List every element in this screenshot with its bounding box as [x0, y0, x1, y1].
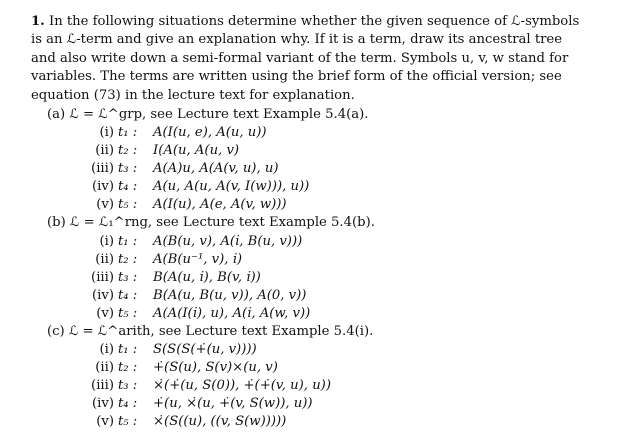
item-label: (v): [96, 197, 114, 212]
term-expression: A(A(I(i̇), u), A(i̇, A(w, v)): [153, 306, 311, 321]
term-name: t₄ :: [118, 288, 138, 303]
part-c-item-5: [0, 413, 629, 431]
item-label: (v): [96, 306, 114, 321]
term-expression: S(S(S(+̇(u, v)))): [153, 342, 257, 357]
intro-line-3: and also write down a semi-formal variant of the term. Symbols u, v, w stand for: [31, 50, 569, 66]
part-c-item-4: [0, 395, 629, 413]
term-expression: A(A)u, A(A(v, u), u): [153, 161, 279, 176]
term-name: t₃ :: [118, 270, 138, 285]
term-name: t₃ :: [118, 161, 138, 176]
term-name: t₂ :: [118, 360, 138, 375]
term-name: t₅ :: [118, 306, 138, 321]
term-name: t₅ :: [118, 414, 138, 429]
part-a-item-5: [0, 196, 629, 214]
item-label: (ii): [95, 360, 114, 375]
intro-line-5: equation (73) in the lecture text for explanation.: [31, 87, 355, 103]
term-expression: ×̇(+̇(u, S(0)), +̇(+̇(v, u), u)): [153, 378, 331, 393]
term-name: t₁ :: [118, 125, 138, 140]
part-b-item-1: [0, 233, 629, 251]
part-c-item-1: [0, 341, 629, 359]
term-expression: ×̇(S((u), ((v, S(w))))): [153, 414, 287, 429]
term-expression: I(A(u, A(u, v): [153, 143, 240, 158]
part-a-item-1: [0, 124, 629, 142]
item-label: (iv): [92, 179, 114, 194]
term-name: t₁ :: [118, 234, 138, 249]
term-expression: A(B(u, v), A(i̇, B(u, v))): [153, 234, 303, 249]
item-label: (i): [99, 234, 114, 249]
term-name: t₃ :: [118, 378, 138, 393]
exercise-number: 1.: [31, 14, 45, 29]
part-b-item-5: [0, 305, 629, 323]
term-expression: A(B(u⁻¹, v), i̇): [153, 252, 242, 267]
intro-line-1: 1. In the following situations determine whether the given sequence of ℒ-symbols: [31, 14, 580, 29]
part-b-item-2: [0, 251, 629, 269]
term-name: t₁ :: [118, 342, 138, 357]
intro-line-2: is an ℒ-term and give an explanation why. If it is a term, draw its ancestral tree: [31, 32, 563, 48]
item-label: (iii): [91, 270, 114, 285]
part-c-heading: (c) ℒ = ℒ^arith, see Lecture text Example 5.4(i).: [47, 324, 374, 339]
item-label: (v): [96, 414, 114, 429]
exercise-intro: [31, 13, 591, 105]
term-expression: A(u, A(u, A(v, I(w))), u)): [153, 179, 310, 194]
part-b-item-3: [0, 269, 629, 287]
part-a-item-4: [0, 178, 629, 196]
part-b-heading: (b) ℒ = ℒ₁^rng, see Lecture text Example 5.4(b).: [47, 215, 375, 230]
item-label: (iii): [91, 161, 114, 176]
part-b-item-4: [0, 287, 629, 305]
part-a-item-2: [0, 142, 629, 160]
item-label: (iv): [92, 396, 114, 411]
part-c-item-2: [0, 359, 629, 377]
term-name: t₂ :: [118, 143, 138, 158]
part-c-item-3: [0, 377, 629, 395]
item-label: (ii): [95, 252, 114, 267]
term-expression: A(I(u), A(e, A(v, w))): [153, 197, 287, 212]
term-expression: B(A(u, i̇), B(v, i̇)): [153, 270, 261, 285]
intro-line-4: variables. The terms are written using the brief form of the official version; see: [31, 69, 562, 85]
item-label: (i): [99, 125, 114, 140]
term-expression: A(I(u, e), A(u, u)): [153, 125, 267, 140]
part-a-item-3: [0, 160, 629, 178]
term-expression: +̇(u, ×̇(u, +̇(v, S(w)), u)): [153, 396, 313, 411]
term-name: t₄ :: [118, 179, 138, 194]
term-name: t₅ :: [118, 197, 138, 212]
term-expression: B(A(u, B(u, v)), A(0, v)): [153, 288, 307, 303]
item-label: (i): [99, 342, 114, 357]
item-label: (ii): [95, 143, 114, 158]
item-label: (iii): [91, 378, 114, 393]
term-name: t₂ :: [118, 252, 138, 267]
term-expression: +̇(S(u), S(v)×(u, v): [153, 360, 278, 375]
item-label: (iv): [92, 288, 114, 303]
part-a-heading: (a) ℒ = ℒ^grp, see Lecture text Example 5.4(a).: [47, 107, 369, 122]
term-name: t₄ :: [118, 396, 138, 411]
